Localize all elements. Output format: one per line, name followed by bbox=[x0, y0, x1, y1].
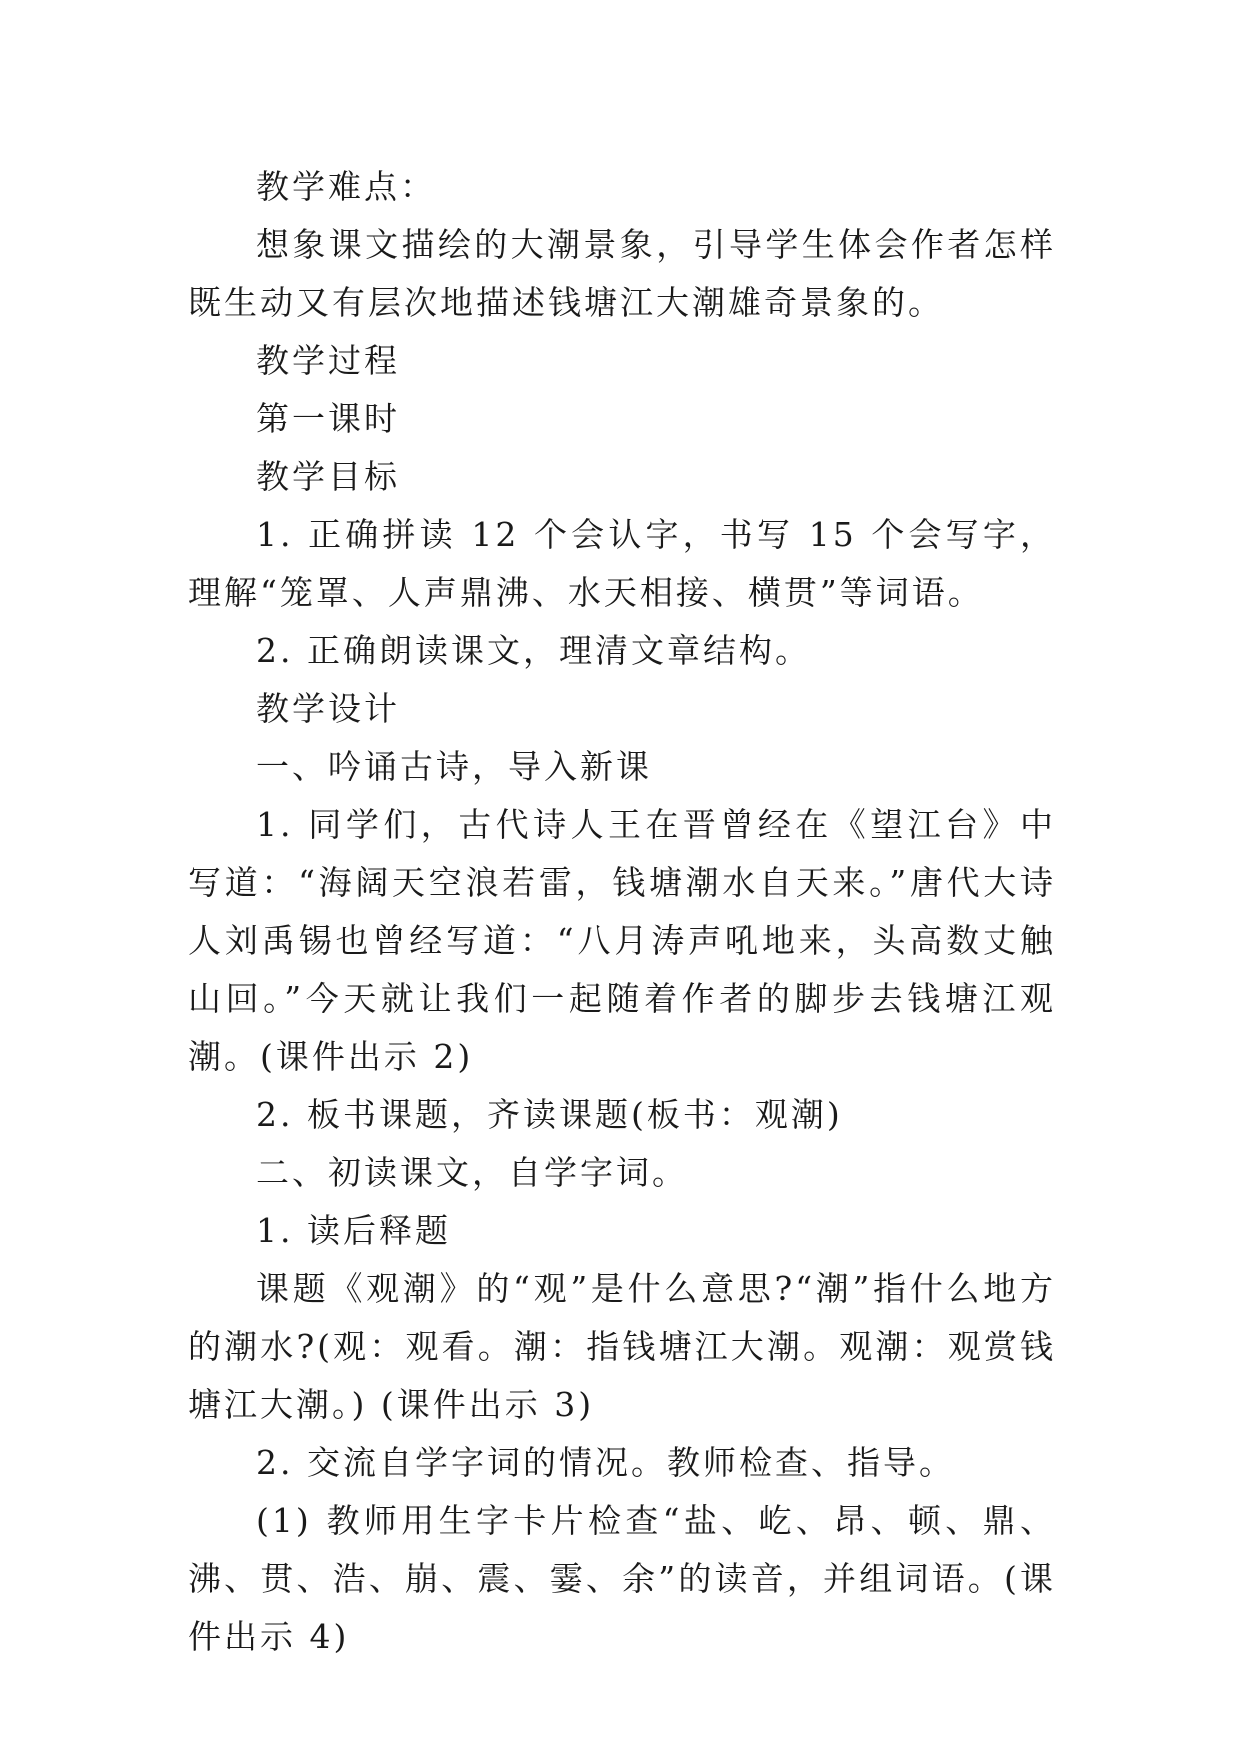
goal-item-2: 2. 正确朗读课文，理清文章结构。 bbox=[256, 631, 811, 670]
heading-teaching-goals: 教学目标 bbox=[256, 457, 400, 496]
heading-teaching-process: 教学过程 bbox=[256, 341, 400, 380]
section-2-item-2-sub-1: (1) 教师用生字卡片检查“盐、屹、昂、顿、鼎、沸、贯、浩、崩、震、霎、余”的读音，并组词语。(课件出示 4) bbox=[188, 1501, 1056, 1656]
section-heading-2: 二、初读课文，自学字词。 bbox=[256, 1153, 688, 1192]
section-heading-1: 一、吟诵古诗，导入新课 bbox=[256, 747, 652, 786]
section-1-item-2: 2. 板书课题，齐读课题(板书：观潮) bbox=[256, 1095, 843, 1134]
section-2-item-1: 1. 读后释题 bbox=[256, 1211, 451, 1250]
section-2-item-2: 2. 交流自学字词的情况。教师检查、指导。 bbox=[256, 1443, 955, 1482]
heading-teaching-design: 教学设计 bbox=[256, 689, 400, 728]
heading-first-lesson: 第一课时 bbox=[256, 399, 400, 438]
paragraph-difficulty-text: 想象课文描绘的大潮景象，引导学生体会作者怎样既生动又有层次地描述钱塘江大潮雄奇景象的。 bbox=[188, 225, 1056, 322]
section-1-item-1: 1. 同学们，古代诗人王在晋曾经在《望江台》中写道：“海阔天空浪若雷，钱塘潮水自天来。”唐代大诗人刘禹锡也曾经写道：“八月涛声吼地来，头高数丈触山回。”今天就让我们一起随着作者的脚步去钱塘江观潮。(课件出示 2) bbox=[188, 805, 1056, 1076]
goal-item-1: 1. 正确拼读 12 个会认字，书写 15 个会写字，理解“笼罩、人声鼎沸、水天相接、横贯”等词语。 bbox=[188, 515, 1056, 612]
heading-teaching-difficulty: 教学难点： bbox=[256, 167, 436, 206]
document-body bbox=[188, 158, 1056, 1666]
section-2-item-1-text: 课题《观潮》的“观”是什么意思?“潮”指什么地方的潮水?(观：观看。潮：指钱塘江大潮。观潮：观赏钱塘江大潮。) (课件出示 3) bbox=[188, 1269, 1056, 1424]
